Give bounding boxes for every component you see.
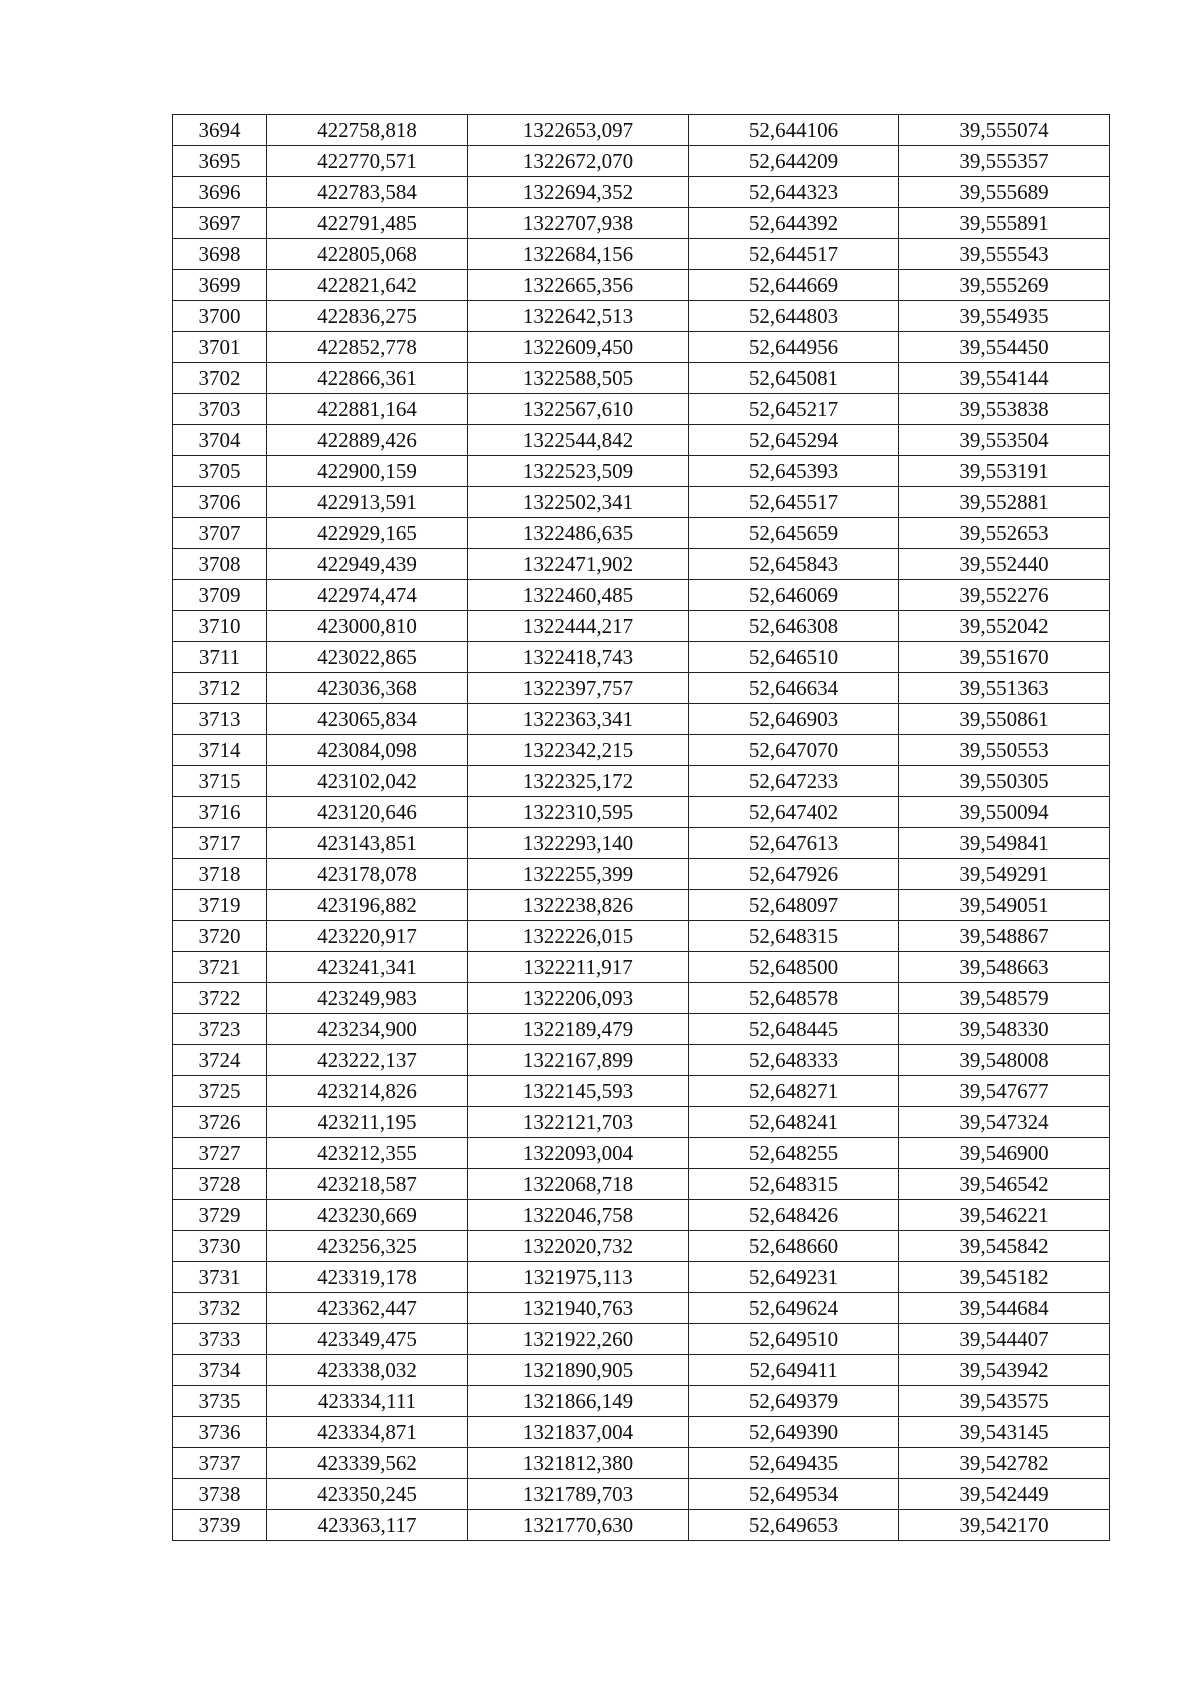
latitude-cell: 52,648660 [689,1231,899,1262]
point-number-cell: 3707 [173,518,267,549]
y-coordinate-cell: 1321837,004 [468,1417,689,1448]
latitude-cell: 52,647233 [689,766,899,797]
latitude-cell: 52,645659 [689,518,899,549]
y-coordinate-cell: 1322502,341 [468,487,689,518]
x-coordinate-cell: 422758,818 [267,115,468,146]
latitude-cell: 52,648271 [689,1076,899,1107]
x-coordinate-cell: 422866,361 [267,363,468,394]
longitude-cell: 39,550861 [899,704,1110,735]
longitude-cell: 39,550094 [899,797,1110,828]
longitude-cell: 39,550305 [899,766,1110,797]
x-coordinate-cell: 423065,834 [267,704,468,735]
y-coordinate-cell: 1322684,156 [468,239,689,270]
longitude-cell: 39,555891 [899,208,1110,239]
y-coordinate-cell: 1322325,172 [468,766,689,797]
x-coordinate-cell: 423362,447 [267,1293,468,1324]
y-coordinate-cell: 1322653,097 [468,115,689,146]
x-coordinate-cell: 422836,275 [267,301,468,332]
longitude-cell: 39,552276 [899,580,1110,611]
y-coordinate-cell: 1322544,842 [468,425,689,456]
y-coordinate-cell: 1321812,380 [468,1448,689,1479]
point-number-cell: 3738 [173,1479,267,1510]
table-row [173,1262,1110,1293]
table-row [173,425,1110,456]
latitude-cell: 52,645217 [689,394,899,425]
longitude-cell: 39,549841 [899,828,1110,859]
table-row [173,1355,1110,1386]
y-coordinate-cell: 1322310,595 [468,797,689,828]
point-number-cell: 3709 [173,580,267,611]
point-number-cell: 3725 [173,1076,267,1107]
x-coordinate-cell: 422770,571 [267,146,468,177]
longitude-cell: 39,548663 [899,952,1110,983]
latitude-cell: 52,648241 [689,1107,899,1138]
longitude-cell: 39,542170 [899,1510,1110,1541]
point-number-cell: 3711 [173,642,267,673]
table-row [173,1293,1110,1324]
latitude-cell: 52,644803 [689,301,899,332]
longitude-cell: 39,555269 [899,270,1110,301]
x-coordinate-cell: 423102,042 [267,766,468,797]
latitude-cell: 52,646308 [689,611,899,642]
latitude-cell: 52,645081 [689,363,899,394]
latitude-cell: 52,644517 [689,239,899,270]
table-row [173,394,1110,425]
y-coordinate-cell: 1321922,260 [468,1324,689,1355]
longitude-cell: 39,548579 [899,983,1110,1014]
y-coordinate-cell: 1322460,485 [468,580,689,611]
x-coordinate-cell: 422805,068 [267,239,468,270]
table-row [173,1479,1110,1510]
point-number-cell: 3737 [173,1448,267,1479]
point-number-cell: 3736 [173,1417,267,1448]
latitude-cell: 52,644669 [689,270,899,301]
table-row [173,456,1110,487]
longitude-cell: 39,548867 [899,921,1110,952]
point-number-cell: 3700 [173,301,267,332]
y-coordinate-cell: 1322471,902 [468,549,689,580]
table-row [173,952,1110,983]
latitude-cell: 52,649231 [689,1262,899,1293]
y-coordinate-cell: 1322238,826 [468,890,689,921]
coordinates-table-body [173,115,1110,1541]
longitude-cell: 39,546900 [899,1138,1110,1169]
point-number-cell: 3720 [173,921,267,952]
point-number-cell: 3704 [173,425,267,456]
latitude-cell: 52,649534 [689,1479,899,1510]
table-row [173,766,1110,797]
latitude-cell: 52,648426 [689,1200,899,1231]
point-number-cell: 3732 [173,1293,267,1324]
point-number-cell: 3731 [173,1262,267,1293]
x-coordinate-cell: 423220,917 [267,921,468,952]
latitude-cell: 52,649624 [689,1293,899,1324]
coordinates-table [172,114,1110,1541]
point-number-cell: 3717 [173,828,267,859]
table-row [173,332,1110,363]
table-row [173,549,1110,580]
latitude-cell: 52,649510 [689,1324,899,1355]
table-row [173,146,1110,177]
latitude-cell: 52,648315 [689,1169,899,1200]
y-coordinate-cell: 1321975,113 [468,1262,689,1293]
table-row [173,1076,1110,1107]
latitude-cell: 52,648578 [689,983,899,1014]
longitude-cell: 39,545182 [899,1262,1110,1293]
point-number-cell: 3708 [173,549,267,580]
point-number-cell: 3719 [173,890,267,921]
point-number-cell: 3695 [173,146,267,177]
x-coordinate-cell: 422949,439 [267,549,468,580]
y-coordinate-cell: 1321770,630 [468,1510,689,1541]
longitude-cell: 39,542782 [899,1448,1110,1479]
longitude-cell: 39,552042 [899,611,1110,642]
x-coordinate-cell: 423230,669 [267,1200,468,1231]
table-row [173,1448,1110,1479]
table-row [173,270,1110,301]
point-number-cell: 3698 [173,239,267,270]
longitude-cell: 39,550553 [899,735,1110,766]
latitude-cell: 52,646903 [689,704,899,735]
y-coordinate-cell: 1322226,015 [468,921,689,952]
point-number-cell: 3694 [173,115,267,146]
y-coordinate-cell: 1322444,217 [468,611,689,642]
table-row [173,642,1110,673]
longitude-cell: 39,553191 [899,456,1110,487]
y-coordinate-cell: 1322189,479 [468,1014,689,1045]
y-coordinate-cell: 1322167,899 [468,1045,689,1076]
latitude-cell: 52,644956 [689,332,899,363]
table-row [173,1045,1110,1076]
latitude-cell: 52,645517 [689,487,899,518]
table-row [173,828,1110,859]
y-coordinate-cell: 1322145,593 [468,1076,689,1107]
y-coordinate-cell: 1322567,610 [468,394,689,425]
table-row [173,735,1110,766]
point-number-cell: 3728 [173,1169,267,1200]
longitude-cell: 39,549051 [899,890,1110,921]
longitude-cell: 39,552881 [899,487,1110,518]
x-coordinate-cell: 422783,584 [267,177,468,208]
x-coordinate-cell: 423256,325 [267,1231,468,1262]
point-number-cell: 3703 [173,394,267,425]
latitude-cell: 52,646510 [689,642,899,673]
x-coordinate-cell: 423249,983 [267,983,468,1014]
y-coordinate-cell: 1322068,718 [468,1169,689,1200]
latitude-cell: 52,644323 [689,177,899,208]
table-row [173,1014,1110,1045]
table-row [173,580,1110,611]
table-row [173,859,1110,890]
table-row [173,611,1110,642]
y-coordinate-cell: 1322206,093 [468,983,689,1014]
table-row [173,704,1110,735]
y-coordinate-cell: 1322293,140 [468,828,689,859]
x-coordinate-cell: 422900,159 [267,456,468,487]
longitude-cell: 39,551363 [899,673,1110,704]
latitude-cell: 52,644209 [689,146,899,177]
latitude-cell: 52,648445 [689,1014,899,1045]
longitude-cell: 39,555074 [899,115,1110,146]
x-coordinate-cell: 423334,871 [267,1417,468,1448]
latitude-cell: 52,649390 [689,1417,899,1448]
table-row [173,239,1110,270]
x-coordinate-cell: 423339,562 [267,1448,468,1479]
y-coordinate-cell: 1322093,004 [468,1138,689,1169]
x-coordinate-cell: 422852,778 [267,332,468,363]
y-coordinate-cell: 1322523,509 [468,456,689,487]
x-coordinate-cell: 422929,165 [267,518,468,549]
latitude-cell: 52,644106 [689,115,899,146]
x-coordinate-cell: 422821,642 [267,270,468,301]
latitude-cell: 52,649653 [689,1510,899,1541]
point-number-cell: 3705 [173,456,267,487]
table-row [173,518,1110,549]
table-row [173,363,1110,394]
point-number-cell: 3724 [173,1045,267,1076]
table-row [173,1231,1110,1262]
longitude-cell: 39,549291 [899,859,1110,890]
x-coordinate-cell: 423350,245 [267,1479,468,1510]
y-coordinate-cell: 1322609,450 [468,332,689,363]
x-coordinate-cell: 422974,474 [267,580,468,611]
point-number-cell: 3696 [173,177,267,208]
longitude-cell: 39,552440 [899,549,1110,580]
longitude-cell: 39,555689 [899,177,1110,208]
y-coordinate-cell: 1322046,758 [468,1200,689,1231]
table-row [173,487,1110,518]
y-coordinate-cell: 1322707,938 [468,208,689,239]
x-coordinate-cell: 422791,485 [267,208,468,239]
point-number-cell: 3739 [173,1510,267,1541]
x-coordinate-cell: 423338,032 [267,1355,468,1386]
longitude-cell: 39,548330 [899,1014,1110,1045]
x-coordinate-cell: 423212,355 [267,1138,468,1169]
table-row [173,301,1110,332]
point-number-cell: 3716 [173,797,267,828]
point-number-cell: 3701 [173,332,267,363]
x-coordinate-cell: 423143,851 [267,828,468,859]
latitude-cell: 52,648315 [689,921,899,952]
y-coordinate-cell: 1322418,743 [468,642,689,673]
longitude-cell: 39,548008 [899,1045,1110,1076]
point-number-cell: 3697 [173,208,267,239]
point-number-cell: 3699 [173,270,267,301]
x-coordinate-cell: 422881,164 [267,394,468,425]
table-row [173,673,1110,704]
longitude-cell: 39,554144 [899,363,1110,394]
longitude-cell: 39,555357 [899,146,1110,177]
point-number-cell: 3729 [173,1200,267,1231]
point-number-cell: 3713 [173,704,267,735]
longitude-cell: 39,543575 [899,1386,1110,1417]
x-coordinate-cell: 423178,078 [267,859,468,890]
latitude-cell: 52,647926 [689,859,899,890]
longitude-cell: 39,544684 [899,1293,1110,1324]
longitude-cell: 39,547677 [899,1076,1110,1107]
latitude-cell: 52,646069 [689,580,899,611]
longitude-cell: 39,544407 [899,1324,1110,1355]
table-row [173,890,1110,921]
y-coordinate-cell: 1322665,356 [468,270,689,301]
x-coordinate-cell: 423211,195 [267,1107,468,1138]
x-coordinate-cell: 423222,137 [267,1045,468,1076]
latitude-cell: 52,649411 [689,1355,899,1386]
longitude-cell: 39,552653 [899,518,1110,549]
latitude-cell: 52,645393 [689,456,899,487]
point-number-cell: 3726 [173,1107,267,1138]
table-row [173,1510,1110,1541]
x-coordinate-cell: 423196,882 [267,890,468,921]
longitude-cell: 39,543145 [899,1417,1110,1448]
x-coordinate-cell: 423084,098 [267,735,468,766]
longitude-cell: 39,554935 [899,301,1110,332]
longitude-cell: 39,547324 [899,1107,1110,1138]
point-number-cell: 3710 [173,611,267,642]
longitude-cell: 39,546542 [899,1169,1110,1200]
table-row [173,983,1110,1014]
latitude-cell: 52,648500 [689,952,899,983]
x-coordinate-cell: 423036,368 [267,673,468,704]
point-number-cell: 3715 [173,766,267,797]
y-coordinate-cell: 1322486,635 [468,518,689,549]
y-coordinate-cell: 1322642,513 [468,301,689,332]
y-coordinate-cell: 1322588,505 [468,363,689,394]
x-coordinate-cell: 423363,117 [267,1510,468,1541]
y-coordinate-cell: 1321940,763 [468,1293,689,1324]
point-number-cell: 3721 [173,952,267,983]
point-number-cell: 3727 [173,1138,267,1169]
latitude-cell: 52,649435 [689,1448,899,1479]
point-number-cell: 3733 [173,1324,267,1355]
latitude-cell: 52,645843 [689,549,899,580]
y-coordinate-cell: 1322397,757 [468,673,689,704]
table-row [173,1324,1110,1355]
point-number-cell: 3714 [173,735,267,766]
y-coordinate-cell: 1321789,703 [468,1479,689,1510]
latitude-cell: 52,648333 [689,1045,899,1076]
longitude-cell: 39,555543 [899,239,1110,270]
latitude-cell: 52,647402 [689,797,899,828]
y-coordinate-cell: 1321890,905 [468,1355,689,1386]
y-coordinate-cell: 1322342,215 [468,735,689,766]
x-coordinate-cell: 423349,475 [267,1324,468,1355]
point-number-cell: 3718 [173,859,267,890]
point-number-cell: 3706 [173,487,267,518]
y-coordinate-cell: 1322363,341 [468,704,689,735]
y-coordinate-cell: 1322211,917 [468,952,689,983]
point-number-cell: 3702 [173,363,267,394]
point-number-cell: 3735 [173,1386,267,1417]
latitude-cell: 52,648255 [689,1138,899,1169]
table-row [173,1417,1110,1448]
point-number-cell: 3723 [173,1014,267,1045]
y-coordinate-cell: 1322255,399 [468,859,689,890]
y-coordinate-cell: 1322121,703 [468,1107,689,1138]
x-coordinate-cell: 423214,826 [267,1076,468,1107]
longitude-cell: 39,543942 [899,1355,1110,1386]
table-row [173,797,1110,828]
longitude-cell: 39,554450 [899,332,1110,363]
latitude-cell: 52,646634 [689,673,899,704]
longitude-cell: 39,545842 [899,1231,1110,1262]
x-coordinate-cell: 423000,810 [267,611,468,642]
table-row [173,1138,1110,1169]
x-coordinate-cell: 423022,865 [267,642,468,673]
table-row [173,1169,1110,1200]
latitude-cell: 52,645294 [689,425,899,456]
longitude-cell: 39,551670 [899,642,1110,673]
point-number-cell: 3722 [173,983,267,1014]
x-coordinate-cell: 422913,591 [267,487,468,518]
x-coordinate-cell: 423241,341 [267,952,468,983]
longitude-cell: 39,542449 [899,1479,1110,1510]
table-row [173,1200,1110,1231]
y-coordinate-cell: 1322694,352 [468,177,689,208]
longitude-cell: 39,553838 [899,394,1110,425]
y-coordinate-cell: 1322672,070 [468,146,689,177]
latitude-cell: 52,647613 [689,828,899,859]
longitude-cell: 39,553504 [899,425,1110,456]
x-coordinate-cell: 423319,178 [267,1262,468,1293]
latitude-cell: 52,649379 [689,1386,899,1417]
point-number-cell: 3712 [173,673,267,704]
table-row [173,1107,1110,1138]
latitude-cell: 52,644392 [689,208,899,239]
table-row [173,115,1110,146]
y-coordinate-cell: 1322020,732 [468,1231,689,1262]
latitude-cell: 52,648097 [689,890,899,921]
table-row [173,177,1110,208]
x-coordinate-cell: 423120,646 [267,797,468,828]
x-coordinate-cell: 423334,111 [267,1386,468,1417]
point-number-cell: 3730 [173,1231,267,1262]
x-coordinate-cell: 423218,587 [267,1169,468,1200]
longitude-cell: 39,546221 [899,1200,1110,1231]
point-number-cell: 3734 [173,1355,267,1386]
y-coordinate-cell: 1321866,149 [468,1386,689,1417]
table-row [173,1386,1110,1417]
x-coordinate-cell: 423234,900 [267,1014,468,1045]
latitude-cell: 52,647070 [689,735,899,766]
table-row [173,208,1110,239]
x-coordinate-cell: 422889,426 [267,425,468,456]
table-row [173,921,1110,952]
